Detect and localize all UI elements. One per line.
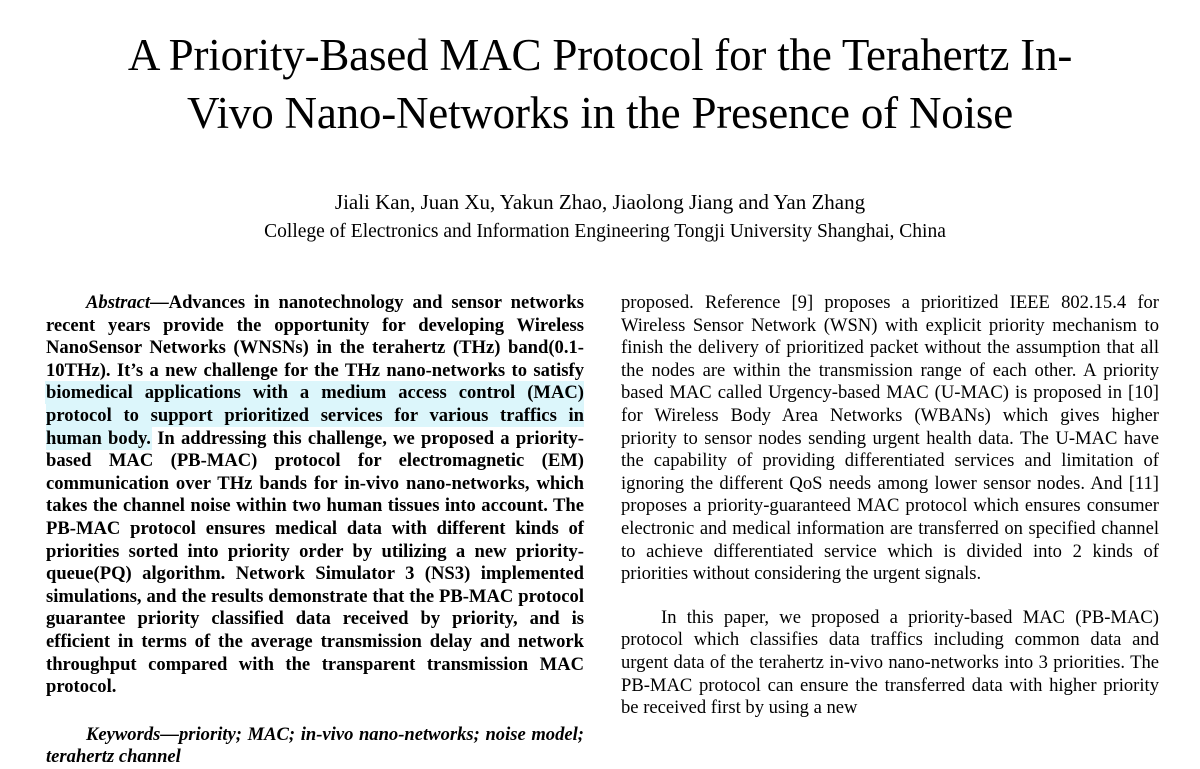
abstract-paragraph [46, 292, 584, 699]
paper-title-line-2: Vivo Nano-Networks in the Presence of Noise [187, 88, 1013, 138]
abstract-dash: — [150, 292, 169, 313]
keywords-dash: — [160, 723, 179, 745]
author-list: Jiali Kan, Juan Xu, Yakun Zhao, Jiaolong Jiang and Yan Zhang [334, 190, 866, 214]
abstract-text-start: Advances in nanotechnology and sensor networks recent years provide the opportunity for developing Wireless NanoSensor Networks (WNSNs) in the terahertz (THz) band(0.1-10THz). It’s a new challenge for the THz nano-networks to satisfy [46, 292, 584, 381]
abstract-label: Abstract [86, 292, 151, 313]
keywords-text: priority; MAC; in-vivo nano-networks; noise model; terahertz channel [46, 723, 584, 768]
paper-title-line-1: A Priority-Based MAC Protocol for the Terahertz In- [127, 30, 1073, 80]
abstract-text-end: In addressing this challenge, we proposed a priority-based MAC (PB-MAC) protocol for electromagnetic (EM) communication over THz bands for in-vivo nano-networks, which takes the channel noise within two human tissues into account. The PB-MAC protocol ensures medical data with different kinds of priorities sorted into priority order by utilizing a new priority-queue(PQ) algorithm. Network Simulator 3 (NS3) implemented simulations, and the results demonstrate that the PB-MAC protocol guarantee priority classified data received by priority, and is efficient in terms of the average transmission delay and network throughput compared with the transparent transmission MAC protocol. [46, 427, 584, 698]
author-affiliation: College of Electronics and Information Engineering Tongji University Shanghai, China [264, 221, 946, 242]
keywords-paragraph [46, 724, 584, 769]
abstract-highlighted-text[interactable]: biomedical applications with a medium access control (MAC) protocol to support prioritized services for various traffics in human body. [46, 382, 584, 449]
right-column [621, 292, 1159, 720]
paper-title [0, 26, 1200, 142]
keywords-label: Keywords [86, 723, 161, 745]
body-paragraph-related-work: proposed. Reference [9] proposes a prioritized IEEE 802.15.4 for Wireless Sensor Network (WSN) with explicit priority mechanism to finish the delivery of prioritized packet without the assumption that all the nodes are within the transmission range of each other. A priority based MAC called Urgency-based MAC (U-MAC) is proposed in [10] for Wireless Body Area Networks (WBANs) which gives higher priority to sensor nodes sending urgent health data. The U-MAC have the capability of providing differentiated services and limitation of ignoring the different QoS needs among lower sensor nodes. And [11] proposes a priority-guaranteed MAC protocol which ensures consumer electronic and medical information are transferred on specified channel to achieve differentiated service which is divided into 2 kinds of priorities without considering the urgent signals. [621, 292, 1159, 585]
left-column [46, 292, 584, 769]
body-paragraph-contribution: In this paper, we proposed a priority-based MAC (PB-MAC) protocol which classifies data traffics including common data and urgent data of the terahertz in-vivo nano-networks into 3 priorities. The PB-MAC protocol can ensure the transferred data with higher priority be received first by using a new [621, 606, 1159, 719]
